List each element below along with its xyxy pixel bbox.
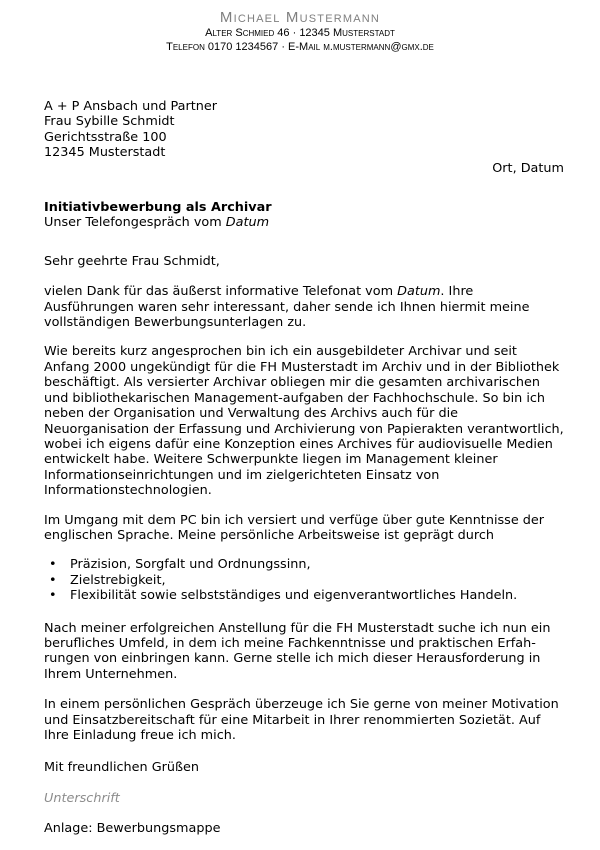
list-item (49, 572, 564, 588)
sender-name: Michael Mustermann (219, 9, 381, 26)
closing: Mit freundlichen Grüßen (44, 760, 200, 776)
recipient-street: Gerichtsstraße 100 (44, 129, 167, 145)
paragraph-intro (44, 284, 564, 330)
paragraph-experience: Wie bereits kurz angesprochen bin ich ein ausgebildeter Archivar und seit Anfang 2000 ungekündigt für die FH Musterstadt im Archiv und in der Bibliothek beschäftigt. Als versierter Archivar obliegen mir die gesamten archivarischen und bibliothekarischen Management-aufgaben der Fachhochschule. So bin ich neben der Organisation und Verwaltung des Archivs auch für die Neuorganisation der Erfassung und Archivierung von Papierakten verantwortlich, wobei ich eigens dafür eine Konzeption eines Archives für audiovisuelle Medien entwickelt habe. Weitere Schwerpunkte liegen im Management kleiner Informationseinrichtungen und im zielgerichteten Einsatz von Informationstechnologien. (44, 344, 564, 499)
sender-address: Alter Schmied 46 · 12345 Musterstadt (205, 27, 395, 39)
list-item-text: Flexibilität sowie selbstständiges und eigenverantwortliches Handeln. (70, 588, 518, 604)
sender-contact: Telefon 0170 1234567 · E-Mail m.mustermann@gmx.de (166, 41, 434, 53)
subject-reference-date: Datum (225, 215, 270, 231)
salutation: Sehr geehrte Frau Schmidt, (44, 253, 220, 269)
paragraph-skills: Im Umgang mit dem PC bin ich versiert und verfüge über gute Kenntnisse der englischen Sprache. Meine persönliche Arbeitsweise ist geprägt durch (44, 512, 545, 543)
bullet-icon: • (49, 588, 57, 604)
qualities-list (44, 557, 564, 603)
subject-title: Initiativbewerbung als Archivar (44, 200, 272, 216)
signature-placeholder: Unterschrift (44, 790, 120, 806)
list-item (49, 557, 564, 573)
letter-body (44, 99, 564, 837)
recipient-address (44, 99, 564, 161)
bullet-icon: • (49, 572, 57, 588)
list-item-text: Präzision, Sorgfalt und Ordnungssinn, (70, 557, 311, 573)
attachment-note: Anlage: Bewerbungsmappe (44, 821, 221, 837)
list-item (49, 588, 564, 604)
recipient-company: A + P Ansbach und Partner (44, 99, 218, 114)
recipient-person: Frau Sybille Schmidt (44, 114, 175, 130)
paragraph-invitation: In einem persönlichen Gespräch überzeuge ich Sie gerne von meiner Motivation und Einsatzbereitschaft für eine Mitarbeit in Ihrer renommierten Sozietät. Auf Ihre Einladung freue ich mich. (44, 697, 559, 743)
subject-block (44, 200, 564, 231)
paragraph-intro-start: vielen Dank für das äußerst informative Telefonat vom (44, 284, 398, 300)
subject-reference-prefix: Unser Telefongespräch vom (44, 215, 226, 231)
subject-reference (44, 215, 564, 230)
list-item-text: Zielstrebigkeit, (70, 572, 166, 588)
recipient-city: 12345 Musterstadt (44, 145, 166, 161)
place-date: Ort, Datum (492, 160, 564, 176)
paragraph-intro-date: Datum (397, 284, 441, 300)
paragraph-goal: Nach meiner erfolgreichen Anstellung für die FH Musterstadt suche ich nun ein berufliches Umfeld, in dem ich meine Fachkenntnisse und praktischen Erfah-rungen von einbringen kann. Gerne stelle ich mich dieser Herausforderung in Ihrem Unternehmen. (44, 620, 551, 682)
bullet-icon: • (49, 557, 57, 573)
paragraph-intro-end: . Ihre Ausführungen waren sehr interessant, daher sende ich Ihnen hiermit meine vollständigen Bewerbungsunterlagen zu. (44, 284, 530, 331)
letterhead (0, 10, 600, 54)
